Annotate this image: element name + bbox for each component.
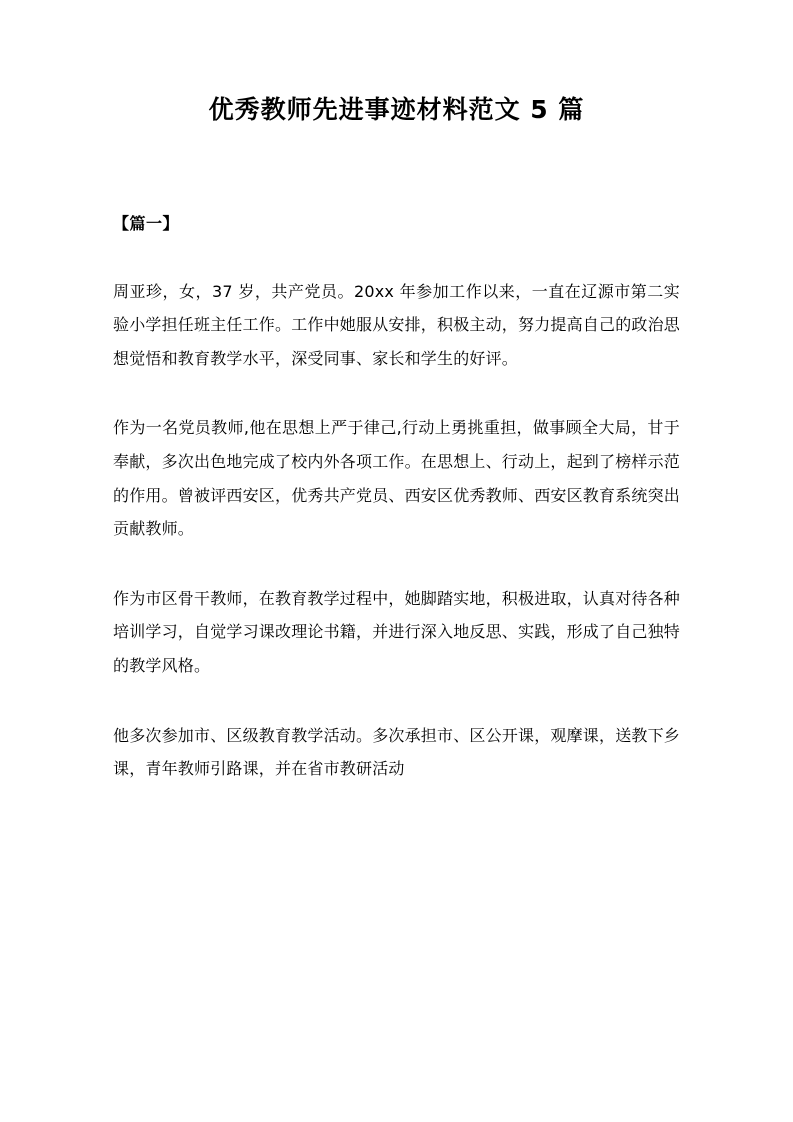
paragraph: 他多次参加市、区级教育教学活动。多次承担市、区公开课，观摩课，送教下乡课，青年教师引路课，并在省市教研活动 bbox=[113, 725, 681, 779]
page-title: 优秀教师先进事迹材料范文 5 篇 bbox=[208, 95, 585, 124]
section-label: 【篇一】 bbox=[113, 214, 180, 233]
paragraph: 作为一名党员教师,他在思想上严于律己,行动上勇挑重担，做事顾全大局，甘于奉献，多次出色地完成了校内外各项工作。在思想上、行动上，起到了榜样示范的作用。曾被评西安区，优秀共产党员、西安区优秀教师、西安区教育系统突出贡献教师。 bbox=[113, 418, 681, 539]
paragraph: 作为市区骨干教师，在教育教学过程中，她脚踏实地，积极进取，认真对待各种培训学习，自觉学习课改理论书籍，并进行深入地反思、实践，形成了自己独特的教学风格。 bbox=[113, 588, 681, 675]
paragraph: 周亚珍，女，37 岁，共产党员。20xx 年参加工作以来，一直在辽源市第二实验小学担任班主任工作。工作中她服从安排，积极主动，努力提高自己的政治思想觉悟和教育教学水平，深受同事、家长和学生的好评。 bbox=[113, 281, 681, 368]
